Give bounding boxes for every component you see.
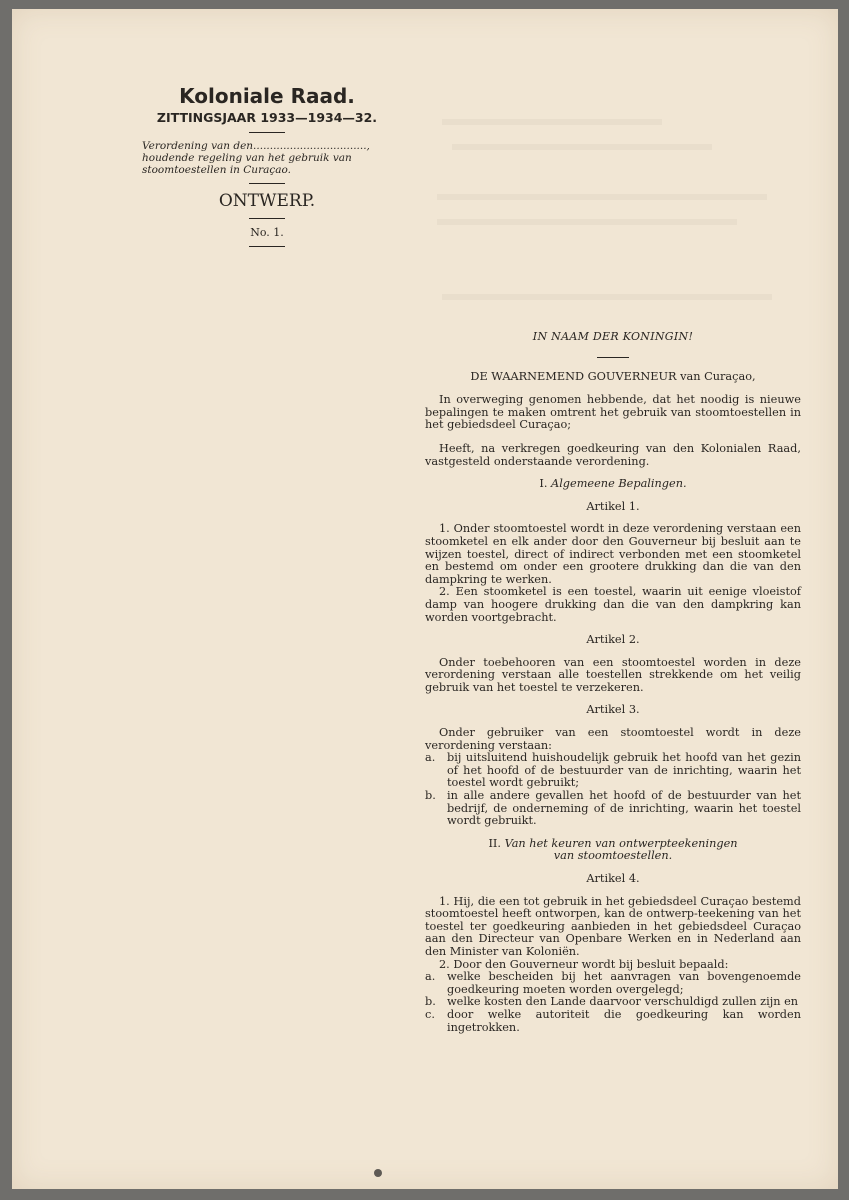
section-number: I.	[539, 477, 548, 491]
section-heading-2	[425, 838, 801, 863]
divider	[249, 218, 285, 219]
article-paragraph: 2. Door den Gouverneur wordt bij besluit bepaald:	[439, 957, 729, 971]
divider	[249, 132, 285, 133]
document-page	[12, 9, 838, 1189]
description-line-2: houdende regeling van het gebruik van	[142, 152, 352, 164]
draft-label: ONTWERP.	[218, 191, 316, 211]
governor-line: DE WAARNEMEND GOUVERNEUR van Curaçao,	[470, 369, 756, 383]
list-text: bij uitsluitend huishoudelijk gebruik het hoofd van het gezin of het hoofd of de bestuurder van de inrichting, waarin het toestel wordt gebruikt;	[447, 751, 801, 790]
description-line-3: stoomtoestellen in Curaçao.	[142, 164, 291, 176]
section-title: Algemeene Bepalingen.	[551, 477, 687, 491]
ink-spot	[374, 1169, 382, 1177]
article-heading: Artikel 2.	[586, 633, 640, 647]
enacted-paragraph: Heeft, na verkregen goedkeuring van den Kolonialen Raad, vastgesteld onderstaande verordening.	[425, 441, 801, 468]
list-marker: c.	[425, 1007, 435, 1021]
section-title-line-1: Van het keuren van ontwerpteekeningen	[504, 836, 738, 850]
article-paragraph: 1. Onder stoomtoestel wordt in deze verordening verstaan een stoomketel en elk ander door den Gouverneur bij besluit aan te wijzen toestel, direct of indirect verbonden met een stoomketel en bestemd om onder een grootere drukking dan die van den dampkring te werken.	[425, 522, 801, 586]
list-item	[425, 1009, 801, 1034]
list-item	[425, 752, 801, 790]
list-marker: a.	[425, 751, 436, 765]
list-text: door welke autoriteit die goedkeuring kan worden ingetrokken.	[447, 1007, 801, 1034]
list-item	[425, 790, 801, 828]
ordinance-body	[425, 331, 801, 1034]
description-line-1: Verordening van den..................................,	[142, 140, 370, 152]
document-header	[132, 84, 402, 254]
session-year: ZITTINGSJAAR 1933—1934—32.	[156, 110, 378, 125]
invocation: IN NAAM DER KONINGIN!	[532, 330, 694, 343]
article-heading: Artikel 3.	[586, 703, 640, 717]
divider	[597, 357, 629, 358]
article-heading: Artikel 1.	[586, 499, 640, 513]
article-paragraph: 2. Een stoomketel is een toestel, waarin uit eenige vloeistof damp van hoogere drukking dan die van den dampkring kan worden voortgebracht.	[425, 585, 801, 624]
considering-paragraph: In overweging genomen hebbende, dat het noodig is nieuwe bepalingen te maken omtrent het gebruik van stoomtoestellen in het gebiedsdeel Curaçao;	[425, 393, 801, 432]
article-paragraph: 1. Hij, die een tot gebruik in het gebiedsdeel Curaçao bestemd stoomtoestel heeft ontworpen, kan de ontwerp-teekening van het toestel ter goedkeuring aanbieden in het gebiedsdeel Curaçao aan den Directeur van Openbare Werken en in Nederland aan den Minister van Koloniën.	[425, 894, 801, 958]
list-text: welke bescheiden bij het aanvragen van bovengenoemde goedkeuring moeten worden overgelegd;	[447, 970, 801, 996]
section-title-line-2: van stoomtoestellen.	[553, 849, 673, 863]
section-heading-1	[425, 478, 801, 491]
article-heading: Artikel 4.	[586, 872, 640, 885]
divider	[249, 183, 285, 184]
draft-number: No. 1.	[250, 226, 284, 239]
list-marker: b.	[425, 995, 436, 1009]
list-marker: b.	[425, 789, 436, 803]
list-text: in alle andere gevallen het hoofd of de bestuurder van het bedrijf, de onderneming of de inrichting, waarin het toestel wordt gebruikt.	[447, 789, 801, 828]
ordinance-description	[132, 140, 402, 176]
article-paragraph: Onder toebehooren van een stoomtoestel worden in deze verordening verstaan alle toestellen strekkende om het veilig gebruik van het toestel te verzekeren.	[425, 655, 801, 694]
council-title: Koloniale Raad.	[179, 84, 355, 108]
divider	[249, 246, 285, 247]
list-item	[425, 971, 801, 996]
article-paragraph: Onder gebruiker van een stoomtoestel wordt in deze verordening verstaan:	[425, 726, 801, 752]
list-marker: a.	[425, 970, 436, 984]
section-number: II.	[488, 836, 501, 850]
list-text: welke kosten den Lande daarvoor verschuldigd zullen zijn en	[447, 995, 799, 1009]
